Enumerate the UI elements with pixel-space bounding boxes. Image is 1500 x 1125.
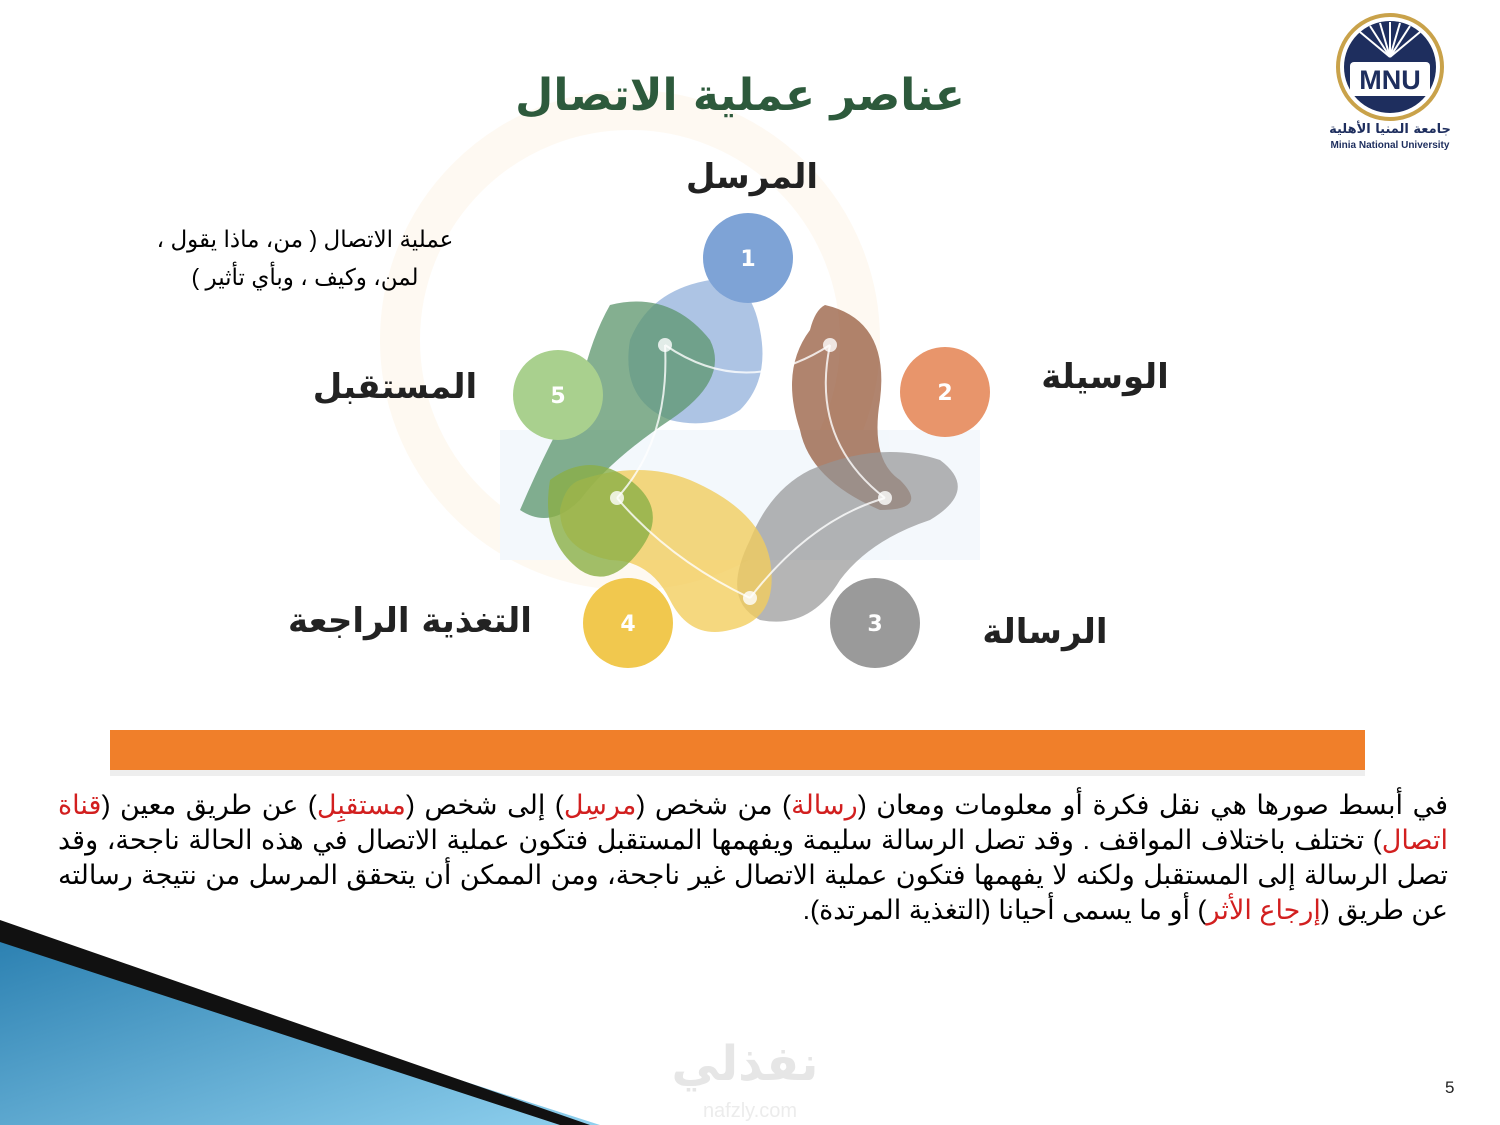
bar-shadow	[110, 770, 1365, 776]
watermark-text: نفذلي	[671, 1036, 819, 1092]
highlight-message: رسالة	[791, 790, 858, 820]
para-text-4: ) عن طريق معين (	[101, 790, 317, 820]
logo-text: MNU	[1359, 65, 1421, 95]
site-watermark	[640, 1025, 850, 1125]
para-text-2: ) من شخص (	[636, 790, 792, 820]
node-number-3: 3	[867, 612, 883, 637]
node-label-1: المرسل	[685, 157, 819, 197]
aside-line-1: عملية الاتصال ( من، ماذا يقول ،	[156, 226, 454, 252]
university-name-en: Minia National University	[1330, 140, 1450, 151]
highlight-feedback: إرجاع الأثر	[1206, 895, 1321, 925]
para-text-3: ) إلى شخص (	[405, 790, 564, 820]
node-number-4: 4	[620, 612, 636, 637]
node-number-5: 5	[550, 384, 566, 409]
page-number: 5	[1445, 1078, 1455, 1097]
node-number-1: 1	[740, 247, 756, 272]
node-label-4: التغذية الراجعة	[288, 601, 532, 641]
highlight-receiver: مستقبِل	[316, 790, 406, 820]
node-label-3: الرسالة	[982, 612, 1108, 652]
communication-diagram	[110, 40, 1365, 780]
node-4	[583, 578, 673, 668]
para-text-5: ) تختلف باختلاف المواقف . وقد تصل الرسالة سليمة ويفهمها المستقبل فتكون عملية الاتصال في هذه الحالة ناجحة، وقد تصل الرسالة إلى المستقبل ولكنه لا يفهمها فتكون عملية الاتصال غير ناجحة، ومن الممكن أن يتحقق المرسل من نتيجة رسالته عن طريق (	[58, 825, 1448, 925]
node-label-5: المستقبل	[312, 367, 478, 407]
highlight-channel: قناة اتصال	[58, 790, 1448, 855]
aside-note	[100, 220, 510, 296]
diagram-title: عناصر عملية الاتصال	[515, 70, 965, 121]
corner-decoration	[0, 920, 600, 1125]
para-text-6: ) أو ما يسمى أحيانا (التغذية المرتدة).	[802, 895, 1207, 925]
node-3	[830, 578, 920, 668]
orange-bar	[110, 730, 1365, 770]
definition-paragraph	[58, 788, 1448, 928]
node-2	[900, 347, 990, 437]
node-label-2: الوسيلة	[1041, 357, 1169, 397]
node-1	[703, 213, 793, 303]
highlight-sender: مرسِل	[563, 790, 637, 820]
node-5	[513, 350, 603, 440]
aside-line-2: لمن، وكيف ، وبأي تأثير )	[191, 264, 419, 290]
watermark-sub: nafzly.com	[702, 1100, 798, 1122]
node-number-2: 2	[937, 381, 953, 406]
university-name-ar: جامعة المنيا الأهلية	[1329, 122, 1451, 137]
para-text-1: في أبسط صورها هي نقل فكرة أو معلومات ومعان (	[857, 790, 1448, 820]
